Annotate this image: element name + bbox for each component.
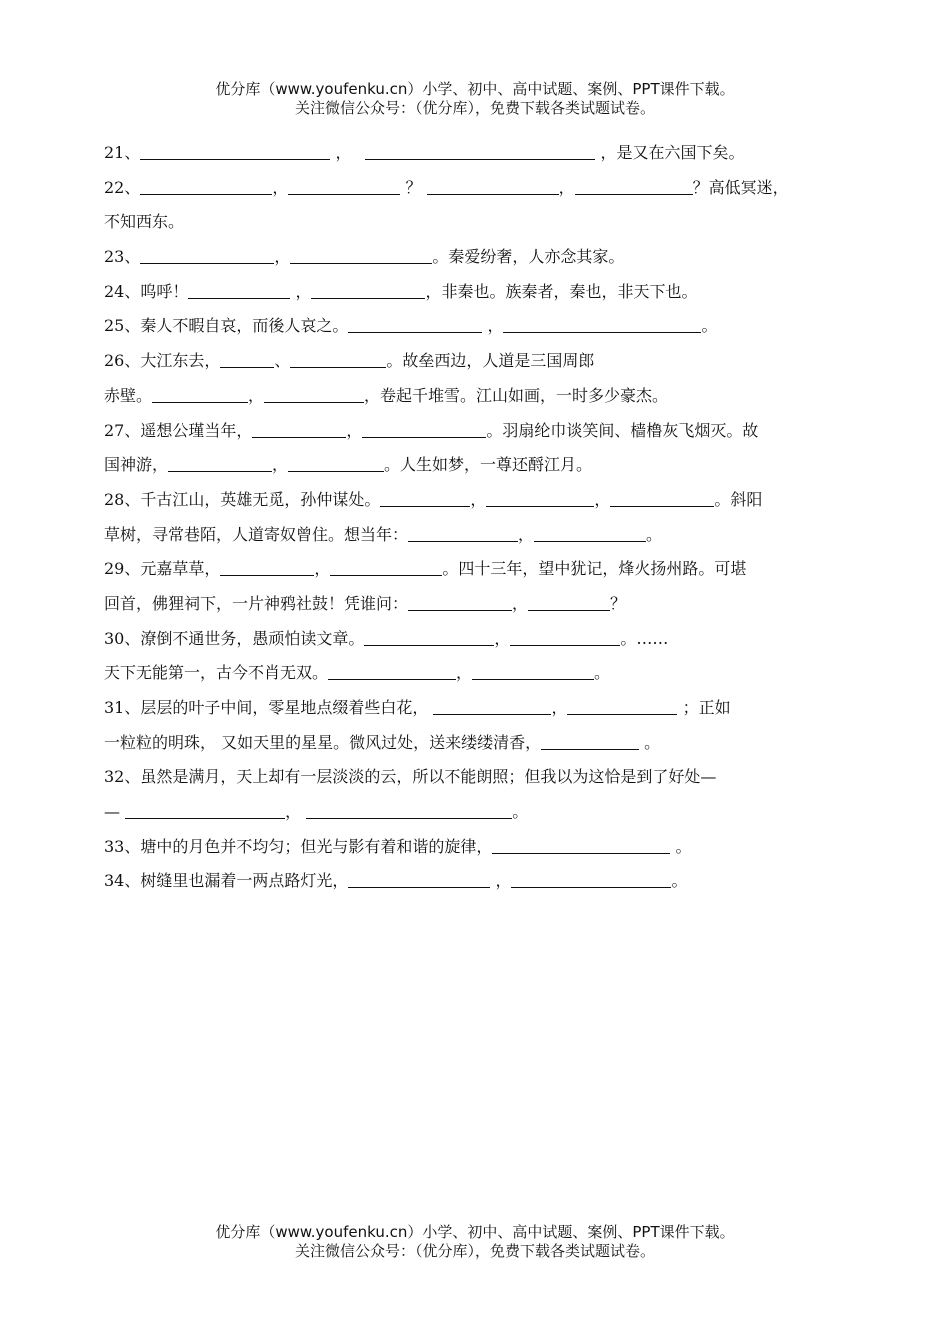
- question-22-cont: [104, 205, 844, 240]
- question-text: ，: [314, 559, 331, 579]
- question-32-cont: [104, 795, 844, 830]
- answer-blank[interactable]: [328, 661, 456, 680]
- question-text: ，: [274, 247, 291, 267]
- question-text: 潦倒不通世务，愚顽怕读文章。: [140, 628, 365, 648]
- answer-blank[interactable]: [264, 384, 364, 403]
- question-number: 24、: [104, 281, 141, 301]
- question-text: ，: [512, 593, 529, 613]
- question-number: 23、: [104, 247, 141, 267]
- header-line-1: 优分库（www.youfenku.cn）小学、初中、高中试题、案例、PPT课件下载。: [215, 80, 735, 98]
- answer-blank[interactable]: [290, 245, 432, 264]
- answer-blank[interactable]: [348, 869, 490, 888]
- question-text: 呜呼！: [140, 281, 189, 301]
- question-text: 塘中的月色并不均匀；但光与影有着和谐的旋律，: [140, 836, 493, 856]
- question-text: 国神游，: [104, 455, 169, 475]
- question-text: ，: [272, 177, 289, 197]
- question-30: [104, 622, 844, 657]
- question-number: 32、: [104, 767, 141, 787]
- page-header: [0, 80, 950, 118]
- answer-blank[interactable]: [288, 176, 400, 195]
- question-text: 大江东去，: [140, 351, 221, 371]
- question-text: 不知西东。: [104, 212, 185, 232]
- footer-line-1: 优分库（www.youfenku.cn）小学、初中、高中试题、案例、PPT课件下载。: [215, 1223, 735, 1241]
- question-number: 29、: [104, 559, 141, 579]
- answer-blank[interactable]: [252, 419, 346, 438]
- question-28-cont: [104, 518, 844, 553]
- question-text: ，: [272, 455, 289, 475]
- question-text: 树缝里也漏着一两点路灯光，: [140, 871, 349, 891]
- question-31: [104, 691, 844, 726]
- question-text: 。……: [620, 628, 669, 648]
- answer-blank[interactable]: [528, 592, 610, 611]
- question-27-cont: [104, 448, 844, 483]
- question-text: ，: [330, 143, 352, 162]
- question-text: 遥想公瑾当年，: [140, 420, 253, 440]
- answer-blank[interactable]: [188, 280, 290, 299]
- question-text: —: [104, 802, 126, 822]
- question-number: 28、: [104, 489, 141, 509]
- question-number: 27、: [104, 420, 141, 440]
- answer-blank[interactable]: [408, 592, 512, 611]
- question-26: [104, 344, 844, 379]
- question-number: 26、: [104, 351, 141, 371]
- question-number: 25、: [104, 316, 141, 336]
- answer-blank[interactable]: [511, 869, 671, 888]
- answer-blank[interactable]: [365, 141, 595, 160]
- question-text: ？高低冥迷，: [692, 177, 789, 197]
- question-number: 30、: [104, 628, 141, 648]
- question-text: 。: [594, 663, 611, 683]
- answer-blank[interactable]: [362, 419, 486, 438]
- answer-blank[interactable]: [152, 384, 248, 403]
- answer-blank[interactable]: [140, 245, 274, 264]
- answer-blank[interactable]: [567, 696, 677, 715]
- question-text: ，: [518, 524, 535, 544]
- question-text: 元嘉草草，: [140, 559, 221, 579]
- answer-blank[interactable]: [534, 523, 646, 542]
- question-text: ，卷起千堆雪。江山如画，一时多少豪杰。: [364, 385, 669, 405]
- question-text: 层层的叶子中间，零星地点缀着些白花，: [140, 698, 434, 717]
- answer-blank[interactable]: [486, 488, 594, 507]
- question-text: 。故垒西边，人道是三国周郎: [386, 351, 595, 371]
- answer-blank[interactable]: [380, 488, 470, 507]
- answer-blank[interactable]: [472, 661, 594, 680]
- question-31-cont: [104, 726, 844, 761]
- question-text: 。秦爱纷奢，人亦念其家。: [432, 247, 625, 267]
- question-33: [104, 830, 844, 865]
- question-29-cont: [104, 587, 844, 622]
- answer-blank[interactable]: [288, 453, 384, 472]
- answer-blank[interactable]: [427, 176, 559, 195]
- question-number: 34、: [104, 871, 141, 891]
- question-text: ，: [494, 628, 511, 648]
- answer-blank[interactable]: [220, 349, 274, 368]
- answer-blank[interactable]: [125, 800, 285, 819]
- question-text: 虽然是满月，天上却有一层淡淡的云，所以不能朗照；但我以为这恰是到了好处—: [140, 767, 717, 787]
- question-text: 。: [701, 316, 718, 336]
- question-text: 、: [274, 351, 291, 371]
- question-number: 22、: [104, 177, 141, 197]
- question-text: 。羽扇纶巾谈笑间、樯橹灰飞烟灭。故: [486, 420, 759, 440]
- question-24: [104, 275, 844, 310]
- question-text: ，是又在六国下矣。: [595, 143, 745, 162]
- question-number: 21、: [104, 143, 141, 162]
- question-29: [104, 552, 844, 587]
- answer-blank[interactable]: [510, 627, 620, 646]
- question-text: 。: [646, 524, 663, 544]
- question-21: [104, 136, 844, 171]
- question-text: ，: [594, 489, 611, 509]
- question-text: 。: [639, 732, 661, 752]
- answer-blank[interactable]: [575, 176, 693, 195]
- question-text: ，: [470, 489, 487, 509]
- question-text: ，: [248, 385, 265, 405]
- question-text: 。: [512, 802, 529, 822]
- question-text: ；正如: [677, 698, 731, 717]
- question-number: 33、: [104, 836, 141, 856]
- question-text: 。: [670, 836, 692, 856]
- page-footer: [0, 1223, 950, 1261]
- footer-line-2: 关注微信公众号：（优分库），免费下载各类试题试卷。: [294, 1242, 655, 1260]
- question-text: 。四十三年，望中犹记，烽火扬州路。可堪: [442, 559, 747, 579]
- question-22: [104, 171, 844, 206]
- question-25: [104, 309, 844, 344]
- answer-blank[interactable]: [290, 349, 386, 368]
- question-text: ，: [558, 177, 575, 197]
- question-30-cont: [104, 656, 844, 691]
- answer-blank[interactable]: [220, 557, 314, 576]
- question-text: 千古江山，英雄无觅，孙仲谋处。: [140, 489, 381, 509]
- answer-blank[interactable]: [364, 627, 494, 646]
- answer-blank[interactable]: [140, 176, 272, 195]
- question-text: ，: [285, 802, 307, 822]
- question-text: ，: [290, 281, 312, 301]
- question-text: 。斜阳: [714, 489, 763, 509]
- question-text: ，: [456, 663, 473, 683]
- answer-blank[interactable]: [408, 523, 518, 542]
- question-28: [104, 483, 844, 518]
- answer-blank[interactable]: [433, 696, 551, 715]
- answer-blank[interactable]: [311, 280, 425, 299]
- question-text: ？: [400, 177, 427, 197]
- question-text: 草树，寻常巷陌，人道寄奴曾住。想当年：: [104, 524, 409, 544]
- question-text: ，: [551, 698, 568, 717]
- question-number: 31、: [104, 698, 141, 717]
- question-34: [104, 864, 844, 899]
- question-26-cont: [104, 379, 844, 414]
- question-text: 赤壁。: [104, 385, 153, 405]
- header-line-2: 关注微信公众号：（优分库），免费下载各类试题试卷。: [294, 99, 655, 117]
- question-text: ，: [490, 871, 512, 891]
- question-32: [104, 760, 844, 795]
- answer-blank[interactable]: [306, 800, 512, 819]
- answer-blank[interactable]: [140, 141, 330, 160]
- question-list: [104, 136, 844, 899]
- answer-blank[interactable]: [348, 314, 482, 333]
- question-text: ，: [346, 420, 363, 440]
- question-text: 回首，佛狸祠下，一片神鸦社鼓！凭谁问：: [104, 593, 409, 613]
- answer-blank[interactable]: [168, 453, 272, 472]
- question-text: 秦人不暇自哀，而後人哀之。: [140, 316, 349, 336]
- answer-blank[interactable]: [492, 835, 670, 854]
- question-27: [104, 414, 844, 449]
- answer-blank[interactable]: [330, 557, 442, 576]
- answer-blank[interactable]: [610, 488, 714, 507]
- question-text: 天下无能第一，古今不肖无双。: [104, 663, 329, 683]
- question-23: [104, 240, 844, 275]
- question-text: ，非秦也。族秦者，秦也，非天下也。: [425, 281, 698, 301]
- question-text: 一粒粒的明珠， 又如天里的星星。微风过处，送来缕缕清香，: [104, 732, 542, 752]
- answer-blank[interactable]: [503, 314, 701, 333]
- question-text: 。: [671, 871, 688, 891]
- question-text: ，: [482, 316, 504, 336]
- question-text: ？: [610, 593, 627, 613]
- question-text: 。人生如梦，一尊还酹江月。: [384, 455, 593, 475]
- answer-blank[interactable]: [541, 731, 639, 750]
